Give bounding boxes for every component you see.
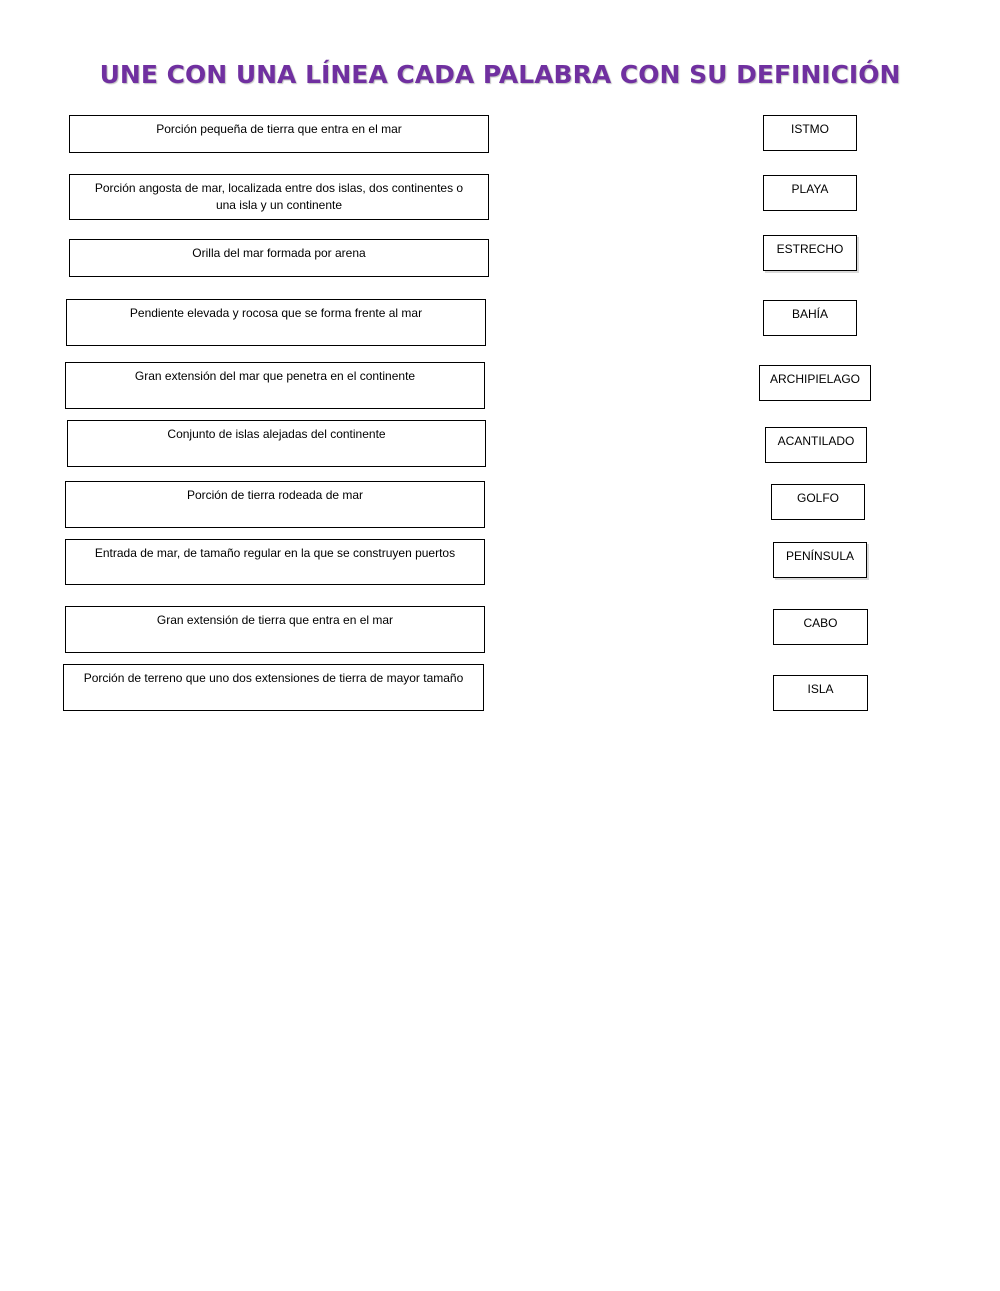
word-box[interactable]: BAHÍA <box>763 300 857 336</box>
word-box[interactable]: ESTRECHO <box>763 235 857 271</box>
word-box[interactable]: ISLA <box>773 675 868 711</box>
definition-box[interactable]: Gran extensión de tierra que entra en el mar <box>65 606 485 653</box>
word-box[interactable]: ISTMO <box>763 115 857 151</box>
definition-box[interactable]: Orilla del mar formada por arena <box>69 239 489 277</box>
definition-box[interactable]: Porción de tierra rodeada de mar <box>65 481 485 528</box>
word-box[interactable]: ARCHIPIELAGO <box>759 365 871 401</box>
definition-box[interactable]: Entrada de mar, de tamaño regular en la que se construyen puertos <box>65 539 485 585</box>
definition-box[interactable]: Gran extensión del mar que penetra en el continente <box>65 362 485 409</box>
definition-box[interactable]: Porción pequeña de tierra que entra en el mar <box>69 115 489 153</box>
word-box[interactable]: GOLFO <box>771 484 865 520</box>
word-box[interactable]: ACANTILADO <box>765 427 867 463</box>
definition-box[interactable]: Conjunto de islas alejadas del continente <box>67 420 486 467</box>
definition-box[interactable]: Porción angosta de mar, localizada entre dos islas, dos continentes o una isla y un continente <box>69 174 489 220</box>
page-title: UNE CON UNA LÍNEA CADA PALABRA CON SU DEFINICIÓN <box>99 60 901 89</box>
word-box[interactable]: PENÍNSULA <box>773 542 867 578</box>
word-box[interactable]: CABO <box>773 609 868 645</box>
definition-box[interactable]: Porción de terreno que uno dos extensiones de tierra de mayor tamaño <box>63 664 484 711</box>
word-box[interactable]: PLAYA <box>763 175 857 211</box>
definition-box[interactable]: Pendiente elevada y rocosa que se forma frente al mar <box>66 299 486 346</box>
